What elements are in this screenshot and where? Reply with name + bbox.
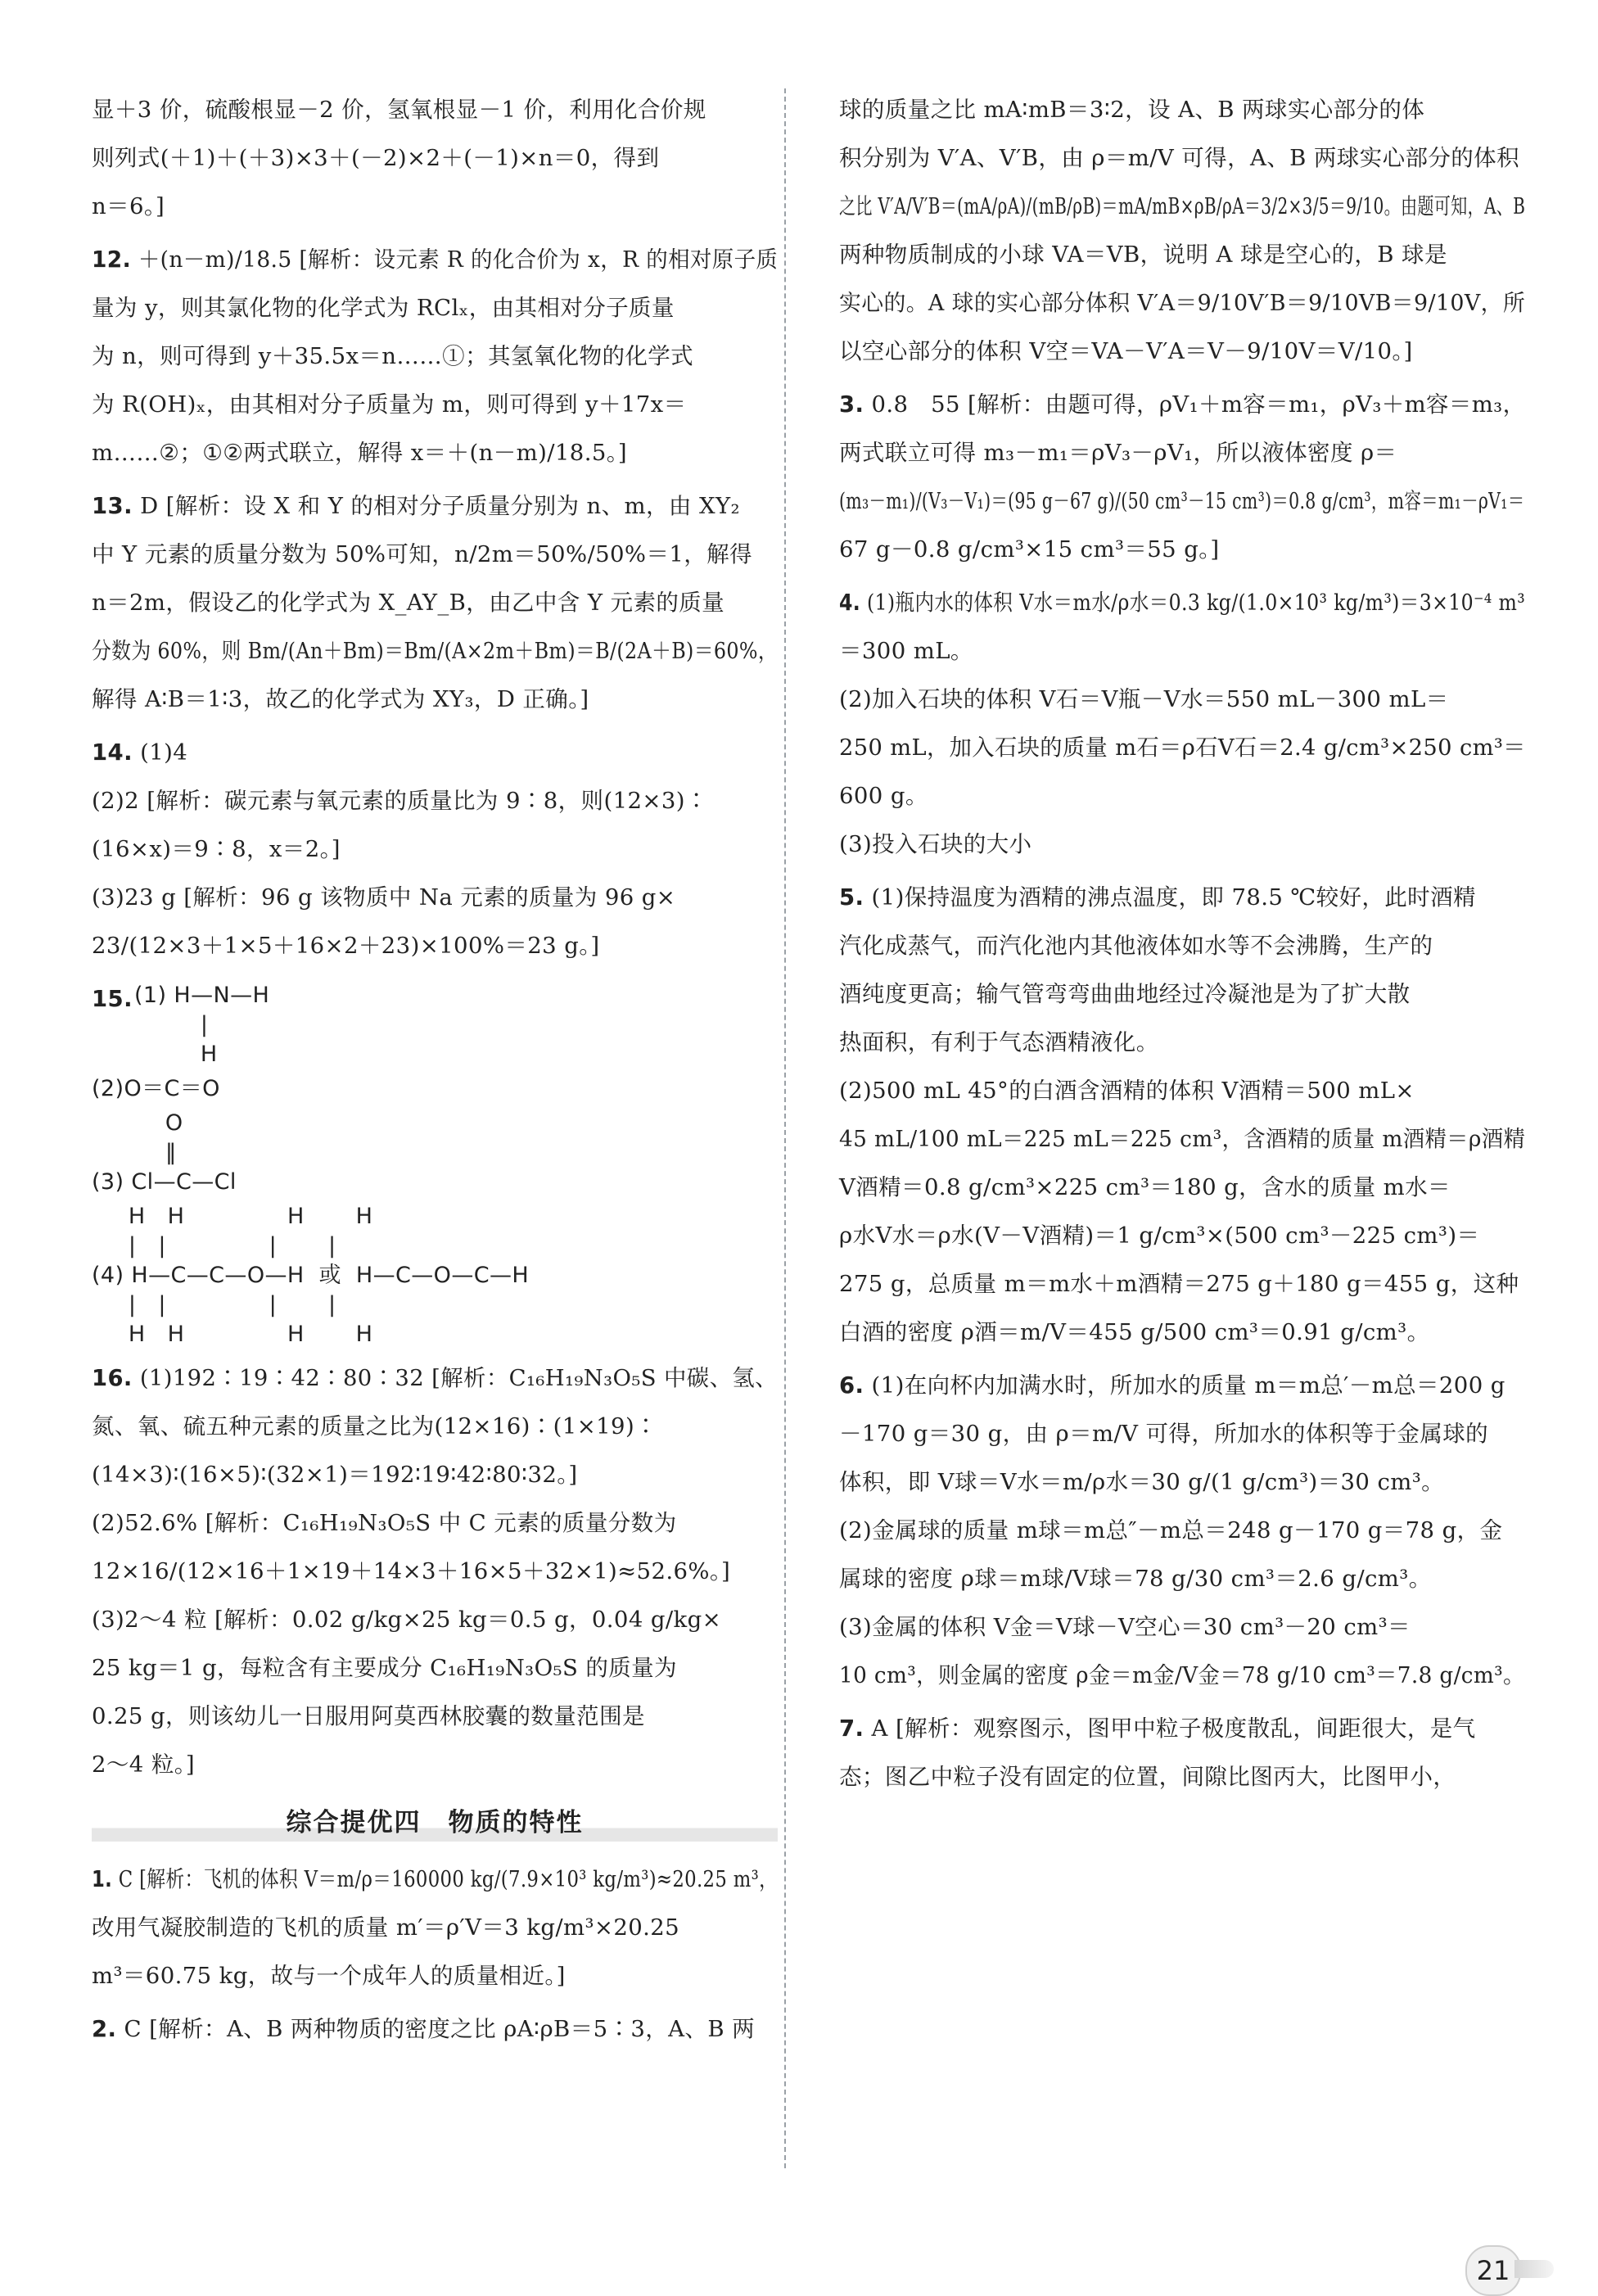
text-line: 中 Y 元素的质量分数为 50%可知，n/2m＝50%/50%＝1，解得 xyxy=(92,541,752,567)
text-line: C [解析：飞机的体积 V＝m/ρ＝160000 kg/(7.9×10³ kg/m³)≈20.25 m³， xyxy=(118,1866,779,1892)
question-number: 14. xyxy=(92,739,133,766)
section-question-1 xyxy=(92,1855,778,2000)
text-line: 氮、氧、硫五种元素的质量之比为(12×16)∶(1×19)∶ xyxy=(92,1413,657,1440)
structural-formula-4: H H H H | | | | (4) H—C—C—O—H 或 H—C—O—C—H | | | | H H H H xyxy=(92,1204,530,1347)
text-line: 2～4 粒。] xyxy=(92,1751,196,1778)
structural-formula-3: O ‖ (3) Cl—C—Cl xyxy=(92,1110,237,1195)
text-line: 25 kg＝1 g，每粒含有主要成分 C₁₆H₁₉N₃O₅S 的质量为 xyxy=(92,1655,677,1681)
text-line: 属球的密度 ρ球＝m球/V球＝78 g/30 cm³＝2.6 g/cm³。 xyxy=(839,1566,1432,1592)
text-line: 10 cm³，则金属的密度 ρ金＝m金/V金＝78 g/10 cm³＝7.8 g/cm³。 xyxy=(839,1662,1525,1688)
text-line: n＝2m，假设乙的化学式为 X_AY_B，由乙中含 Y 元素的质量 xyxy=(92,590,725,616)
text-line: 则列式(＋1)＋(＋3)×3＋(－2)×2＋(－1)×n＝0，得到 xyxy=(92,145,660,171)
text-line: 改用气凝胶制造的飞机的质量 m′＝ρ′V＝3 kg/m³×20.25 xyxy=(92,1914,680,1941)
text-line: 0.25 g，则该幼儿一日服用阿莫西林胶囊的数量范围是 xyxy=(92,1703,645,1729)
text-line: 45 mL/100 mL＝225 mL＝225 cm³，含酒精的质量 m酒精＝ρ酒精 xyxy=(839,1126,1526,1152)
text-line: 解得 A∶B＝1∶3，故乙的化学式为 XY₃，D 正确。] xyxy=(92,686,589,712)
section-question-6 xyxy=(839,1362,1525,1700)
structural-formula-2: (2)O＝C＝O xyxy=(92,1076,220,1101)
text-line: 0.8 55 [解析：由题可得，ρV₁＋m容＝m₁，ρV₃＋m容＝m₃， xyxy=(871,391,1526,418)
question-number: 13. xyxy=(92,493,133,519)
text-line: ＝300 mL。 xyxy=(839,638,973,664)
column-divider xyxy=(784,88,786,2168)
text-line: 两式联立可得 m₃－m₁＝ρV₃－ρV₁，所以液体密度 ρ＝ xyxy=(839,440,1397,466)
text-line: (1)在向杯内加满水时，所加水的质量 m＝m总′－m总＝200 g xyxy=(871,1372,1505,1399)
text-line: (1)瓶内水的体积 V水＝m水/ρ水＝0.3 kg/(1.0×10³ kg/m³)＝3×10⁻⁴ m³ xyxy=(866,590,1526,616)
question-number: 15. xyxy=(92,986,133,1012)
text-line: 以空心部分的体积 V空＝VA－V′A＝V－9/10V＝V/10。] xyxy=(839,338,1413,364)
question-number: 6. xyxy=(839,1372,864,1399)
text-line: ＋(n－m)/18.5 [解析：设元素 R 的化合价为 x，R 的相对原子质 xyxy=(138,246,779,273)
text-line: 为 n，则可得到 y＋35.5x＝n……①；其氢氧化物的化学式 xyxy=(92,343,694,369)
question-number: 16. xyxy=(92,1365,133,1391)
question-number: 4. xyxy=(839,590,861,616)
text-line: (16×x)＝9∶8，x＝2。] xyxy=(92,836,341,862)
text-line: 之比 V′A/V′B＝(mA/ρA)/(mB/ρB)＝mA/mB×ρB/ρA＝3/2×3/5＝9/10。由题可知，A、B xyxy=(839,193,1526,219)
text-line: C [解析：A、B 两种物质的密度之比 ρA∶ρB＝5∶3，A、B 两 xyxy=(124,2016,755,2042)
text-line: (2)2 [解析：碳元素与氧元素的质量比为 9∶8，则(12×3)∶ xyxy=(92,788,708,814)
text-line: n＝6。] xyxy=(92,193,165,219)
text-line: 量为 y，则其氯化物的化学式为 RClₓ，由其相对分子质量 xyxy=(92,295,675,321)
text-line: 热面积，有利于气态酒精液化。 xyxy=(839,1029,1159,1055)
text-line: (2)加入石块的体积 V石＝V瓶－V水＝550 mL－300 mL＝ xyxy=(839,686,1449,712)
text-line: 球的质量之比 mA∶mB＝3∶2，设 A、B 两球实心部分的体 xyxy=(839,97,1425,123)
text-line: m³＝60.75 kg，故与一个成年人的质量相近。] xyxy=(92,1963,566,1989)
question-12 xyxy=(92,236,778,477)
text-line: 白酒的密度 ρ酒＝m/V＝455 g/500 cm³＝0.91 g/cm³。 xyxy=(839,1319,1430,1345)
section-question-4 xyxy=(839,579,1525,869)
text-line: 两种物质制成的小球 VA＝VB，说明 A 球是空心的，B 球是 xyxy=(839,242,1447,268)
text-line: 67 g－0.8 g/cm³×15 cm³＝55 g。] xyxy=(839,536,1220,563)
section-question-7 xyxy=(839,1705,1525,1801)
q11-continuation xyxy=(92,86,778,231)
text-line: (1)4 xyxy=(140,739,188,766)
text-line: A [解析：观察图示，图甲中粒子极度散乱，间距很大，是气 xyxy=(871,1715,1476,1742)
text-line: (3)2～4 粒 [解析：0.02 g/kg×25 kg＝0.5 g，0.04 g/kg× xyxy=(92,1607,722,1633)
text-line: D [解析：设 X 和 Y 的相对分子质量分别为 n、m，由 XY₂ xyxy=(140,493,740,519)
text-line: 积分别为 V′A、V′B，由 ρ＝m/V 可得，A、B 两球实心部分的体积 xyxy=(839,145,1519,171)
text-line: 实心的。A 球的实心部分体积 V′A＝9/10V′B＝9/10VB＝9/10V，所 xyxy=(839,290,1526,316)
text-line: (3)23 g [解析：96 g 该物质中 Na 元素的质量为 96 g× xyxy=(92,884,676,911)
q2-continuation xyxy=(839,86,1525,376)
question-number: 12. xyxy=(92,246,132,273)
question-number: 7. xyxy=(839,1715,864,1742)
question-number: 3. xyxy=(839,391,864,418)
text-line: (m₃－m₁)/(V₃－V₁)＝(95 g－67 g)/(50 cm³－15 cm³)＝0.8 g/cm³，m容＝m₁－ρV₁＝ xyxy=(839,488,1525,514)
text-line: 23/(12×3＋1×5＋16×2＋23)×100%＝23 g。] xyxy=(92,933,600,959)
text-line: (14×3)∶(16×5)∶(32×1)＝192∶19∶42∶80∶32。] xyxy=(92,1462,578,1488)
text-line: 态；图乙中粒子没有固定的位置，间隙比图丙大，比图甲小， xyxy=(839,1764,1456,1790)
text-line: －170 g＝30 g，由 ρ＝m/V 可得，所加水的体积等于金属球的 xyxy=(839,1421,1489,1447)
text-line: 12×16/(12×16＋1×19＋14×3＋16×5＋32×1)≈52.6%。] xyxy=(92,1558,731,1584)
question-16 xyxy=(92,1354,778,1789)
page-tab-decoration xyxy=(1514,2260,1554,2278)
text-line: (2)500 mL 45°的白酒含酒精的体积 V酒精＝500 mL× xyxy=(839,1078,1415,1104)
text-line: (1)192∶19∶42∶80∶32 [解析：C₁₆H₁₉N₃O₅S 中碳、氢、 xyxy=(139,1365,778,1391)
text-line: 汽化成蒸气，而汽化池内其他液体如水等不会沸腾，生产的 xyxy=(839,933,1433,959)
question-13 xyxy=(92,482,778,724)
text-line: 体积，即 V球＝V水＝m/ρ水＝30 g/(1 g/cm³)＝30 cm³。 xyxy=(839,1469,1445,1495)
text-line: V酒精＝0.8 g/cm³×225 cm³＝180 g，含水的质量 m水＝ xyxy=(839,1174,1451,1200)
text-line: (3)金属的体积 V金＝V球－V空心＝30 cm³－20 cm³＝ xyxy=(839,1614,1411,1640)
question-number: 1. xyxy=(92,1866,113,1892)
section-question-5 xyxy=(839,874,1525,1357)
text-line: 275 g，总质量 m＝m水＋m酒精＝275 g＋180 g＝455 g，这种 xyxy=(839,1271,1519,1297)
text-line: (2)52.6% [解析：C₁₆H₁₉N₃O₅S 中 C 元素的质量分数为 xyxy=(92,1510,677,1536)
question-15 xyxy=(92,975,778,1349)
text-line: 为 R(OH)ₓ，由其相对分子质量为 m，则可得到 y＋17x＝ xyxy=(92,391,687,418)
section-title: 综合提优四 物质的特性 xyxy=(92,1799,778,1847)
right-column xyxy=(839,86,1525,1806)
text-line: (2)金属球的质量 m球＝m总″－m总＝248 g－170 g＝78 g，金 xyxy=(839,1517,1503,1543)
text-line: 酒纯度更高；输气管弯弯曲曲地经过冷凝池是为了扩大散 xyxy=(839,981,1411,1007)
question-number: 5. xyxy=(839,884,864,911)
text-line: ρ水V水＝ρ水(V－V酒精)＝1 g/cm³×(500 cm³－225 cm³)＝ xyxy=(839,1223,1480,1249)
text-line: (3)投入石块的大小 xyxy=(839,831,1032,857)
section-question-2 xyxy=(92,2005,778,2054)
structural-formula-1: (1) H—N—H | H xyxy=(134,983,270,1067)
text-line: m……②；①②两式联立，解得 x＝＋(n－m)/18.5。] xyxy=(92,440,628,466)
page-number: 21 xyxy=(1465,2245,1521,2296)
text-line: 分数为 60%，则 Bm/(An＋Bm)＝Bm/(A×2m＋Bm)＝B/(2A＋B)＝60%， xyxy=(92,638,778,664)
left-column xyxy=(92,86,778,2059)
text-line: (1)保持温度为酒精的沸点温度，即 78.5 ℃较好，此时酒精 xyxy=(871,884,1476,911)
section-question-3 xyxy=(839,381,1525,574)
question-14 xyxy=(92,729,778,970)
page-number-badge xyxy=(1465,2245,1555,2293)
question-number: 2. xyxy=(92,2016,117,2042)
text-line: 250 mL，加入石块的质量 m石＝ρ石V石＝2.4 g/cm³×250 cm³＝ xyxy=(839,734,1526,761)
text-line: 显＋3 价，硫酸根显－2 价，氢氧根显－1 价，利用化合价规 xyxy=(92,97,706,123)
text-line: 600 g。 xyxy=(839,783,928,809)
